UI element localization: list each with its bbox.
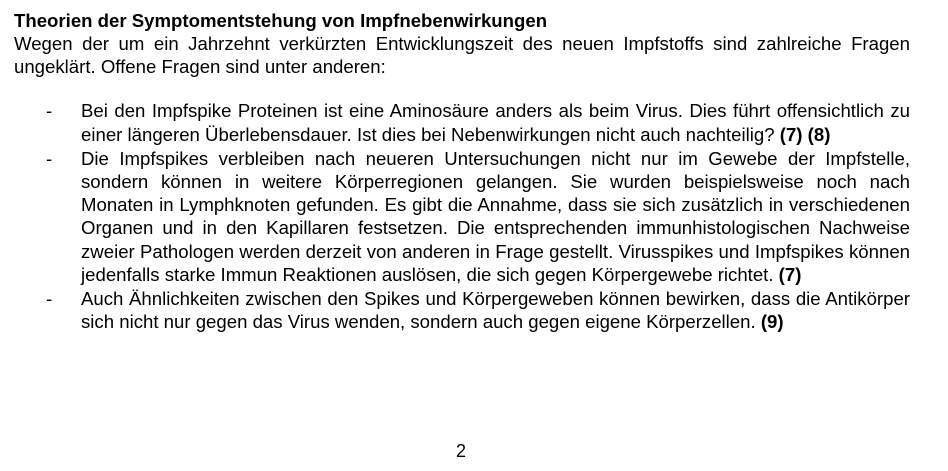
page-number: 2 — [455, 441, 466, 461]
list-item — [14, 147, 910, 286]
reference-marker: (7) — [778, 263, 802, 285]
list-dash: - — [46, 147, 53, 169]
reference-marker: (7) (8) — [779, 123, 831, 145]
list-item-text: Bei den Impfspike Proteinen ist eine Aminosäure anders als beim Virus. Dies führt offensichtlich zu einer längeren Überlebensdauer. Ist dies bei Nebenwirkungen nicht auch nachteilig? — [81, 100, 910, 145]
intro-paragraph: Wegen der um ein Jahrzehnt verkürzten Entwicklungszeit des neuen Impfstoffs sind zahlreiche Fragen ungeklärt. Offene Fragen sind unter anderen: — [14, 33, 910, 78]
list-item-text: Auch Ähnlichkeiten zwischen den Spikes und Körpergeweben können bewirken, dass die Antikörper sich nicht nur gegen das Virus wenden, sondern auch gegen eigene Körperzellen. — [81, 288, 910, 333]
reference-marker: (9) — [760, 311, 784, 333]
list-item-text: Die Impfspikes verbleiben nach neueren Untersuchungen nicht nur im Gewebe der Impfstelle, sondern können in weitere Körperregionen gelangen. Sie wurden beispielsweise noch nach Monaten in Lymphknoten gefunden. Es gibt die Annahme, dass sie sich zusätzlich in verschiedenen Organen und in den Kapillaren festsetzen. Die entsprechenden immunhistologischen Nachweise zweier Pathologen werden derzeit von anderen in Frage gestellt. Virusspikes und Impfspikes können jedenfalls starke Immun Reaktionen auslösen, die sich gegen Körpergewebe richtet. — [81, 147, 910, 285]
section-heading: Theorien der Symptomentstehung von Impfnebenwirkungen — [14, 10, 548, 31]
list-dash: - — [46, 100, 53, 122]
document-page — [14, 9, 910, 333]
list-item — [14, 99, 910, 145]
list-dash: - — [46, 288, 53, 310]
list-item — [14, 287, 910, 333]
open-questions-list — [14, 99, 910, 333]
